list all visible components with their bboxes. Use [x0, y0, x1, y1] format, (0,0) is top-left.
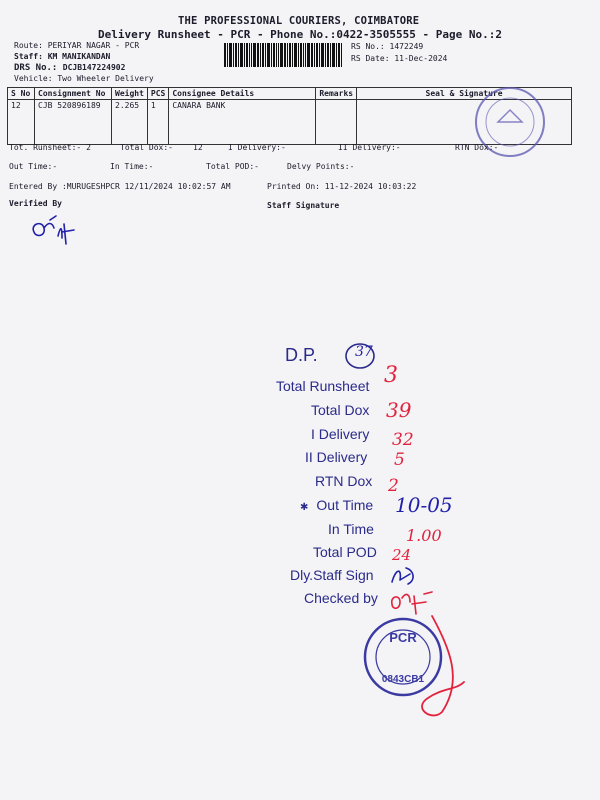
stamp-label-out-time	[300, 497, 373, 513]
runsheet-subtitle: Delivery Runsheet - PCR - Phone No.:0422-3505555 - Page No.:2	[98, 28, 502, 41]
value-out-time: 10-05	[395, 493, 453, 517]
document-title: THE PROFESSIONAL COURIERS, COIMBATORE	[178, 15, 420, 27]
col-consignment-no: Consignment No	[35, 88, 112, 100]
barcode-image	[224, 43, 342, 67]
stamp-label-ii-delivery: II Delivery	[305, 449, 368, 465]
seal-bottom-text: 0843CB1	[381, 674, 425, 685]
drs-value: DCJB147224902	[62, 63, 126, 72]
cell-weight: 2.265	[112, 100, 148, 145]
stamp-label-in-time: In Time	[328, 521, 374, 537]
red-signature-flourish	[392, 612, 472, 722]
stamp-label-checked-by: Checked by	[304, 590, 378, 606]
stamp-label-total-runsheet: Total Runsheet	[276, 378, 370, 394]
stamp-label-out-time-text: Out Time	[316, 497, 374, 513]
staff-sign-signature	[388, 564, 428, 590]
rtn-dox-label: RTN Dox:-	[455, 143, 499, 152]
rs-number: RS No.: 1472249	[351, 42, 424, 51]
cell-sno: 12	[8, 100, 35, 145]
dp-circle-value: 37	[355, 344, 373, 360]
cell-pcs: 1	[147, 100, 168, 145]
rs-date: RS Date: 11-Dec-2024	[351, 54, 448, 63]
cell-remarks	[316, 100, 357, 145]
ii-delivery-label: II Delivery:-	[338, 143, 401, 152]
stamp-label-i-delivery: I Delivery	[311, 426, 370, 442]
stamp-label-rtn-dox: RTN Dox	[315, 473, 373, 489]
col-weight: Weight	[112, 88, 148, 100]
printed-on: Printed On: 11-12-2024 10:03:22	[267, 182, 417, 191]
tot-runsheet: Tot. Runsheet:- 2	[9, 143, 91, 152]
cell-consignment-no: CJB 520896189	[35, 100, 112, 145]
value-total-dox: 39	[386, 398, 412, 422]
value-total-pod: 24	[392, 546, 412, 564]
drs-label: DRS No.:	[14, 63, 58, 73]
col-consignee-details: Consignee Details	[169, 88, 316, 100]
dp-label: D.P.	[285, 345, 318, 365]
staff-label: Staff: KM MANIKANDAN	[14, 52, 111, 61]
value-ii-delivery: 5	[394, 450, 405, 470]
out-time-label: Out Time:-	[9, 162, 58, 171]
value-total-runsheet: 3	[384, 363, 398, 388]
stamp-label-total-pod: Total POD	[313, 544, 377, 560]
value-in-time: 1.00	[406, 526, 442, 545]
entered-by: Entered By :MURUGESHPCR 12/11/2024 10:02:57 AM	[9, 182, 231, 191]
stamp-label-dly-staff-sign: Dly.Staff Sign	[290, 567, 374, 583]
verified-signature	[28, 214, 84, 248]
verified-by-label: Verified By	[9, 199, 62, 208]
total-dox-label: Total Dox:-	[120, 143, 173, 152]
in-time-label: In Time:-	[110, 162, 154, 171]
col-pcs: PCS	[147, 88, 168, 100]
value-i-delivery: 32	[392, 430, 414, 450]
cell-consignee: CANARA BANK	[169, 100, 316, 145]
vehicle-label: Vehicle: Two Wheeler Delivery	[14, 74, 154, 83]
col-sno: S No	[8, 88, 35, 100]
col-seal-signature: Seal & Signature	[357, 88, 572, 100]
i-delivery-label: I Delivery:-	[228, 143, 286, 152]
total-pod-label: Total POD:-	[206, 162, 259, 171]
value-rtn-dox: 2	[388, 476, 399, 496]
seal-pcr-text: PCR	[389, 630, 417, 645]
total-dox-value: 12	[193, 143, 203, 152]
route-label: Route: PERIYAR NAGAR - PCR	[14, 41, 140, 50]
col-remarks: Remarks	[316, 88, 357, 100]
delvy-points-label: Delvy Points:-	[287, 162, 355, 171]
bullet-icon: ✱	[300, 502, 309, 513]
staff-signature-label: Staff Signature	[267, 201, 340, 210]
drs-number	[14, 63, 125, 73]
stamp-label-total-dox: Total Dox	[311, 402, 370, 418]
